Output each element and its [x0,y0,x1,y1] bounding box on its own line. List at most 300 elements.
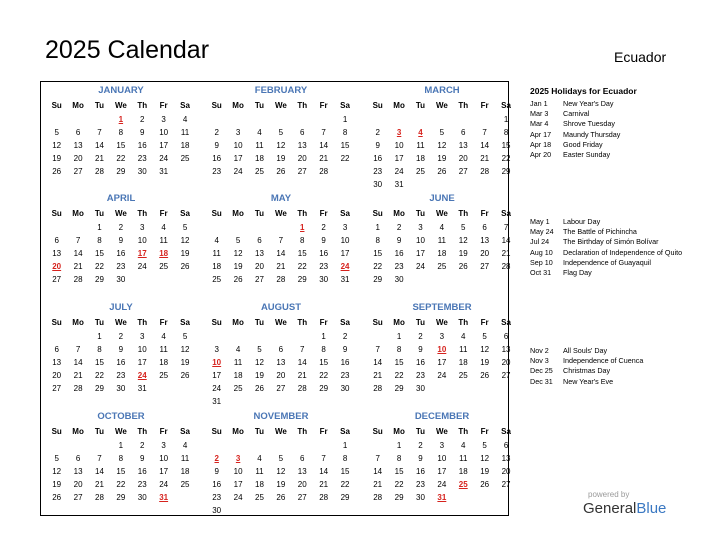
day: 26 [52,493,62,502]
day: 15 [297,249,307,258]
holiday-name: Declaration of Independence of Quito [563,247,683,257]
day: 14 [73,358,83,367]
day: 7 [300,345,305,354]
day: 19 [233,262,243,271]
day: 24 [437,371,447,380]
month-october [46,410,196,504]
day: 20 [73,154,83,163]
day: 2 [396,223,402,232]
day: 3 [439,441,445,450]
holiday-day: 25 [458,480,468,489]
holiday-row [530,366,700,376]
weekday-header: Tu [94,318,105,327]
day: 30 [116,384,126,393]
day: 20 [297,480,307,489]
day: 8 [321,345,326,354]
day: 11 [180,128,190,137]
day: 2 [418,441,423,450]
day: 24 [159,480,169,489]
empty-day [206,113,227,126]
day: 25 [212,275,222,284]
day: 17 [159,467,169,476]
day: 26 [480,480,490,489]
day: 26 [458,262,468,271]
day: 15 [394,467,404,476]
day: 20 [276,371,286,380]
weekday-header: Th [137,318,148,327]
month-grid [367,98,517,191]
holiday-day: 3 [235,454,241,463]
holiday-date: Apr 18 [530,139,552,149]
day: 5 [182,332,188,341]
day: 12 [276,467,286,476]
weekday-header: Mo [72,427,84,436]
day: 18 [458,358,468,367]
day: 1 [118,441,124,450]
day: 16 [212,480,222,489]
holiday-name: Carnival [563,109,590,119]
holiday-row [530,119,700,129]
day: 27 [297,167,307,176]
day: 24 [212,384,222,393]
day: 5 [461,223,466,232]
day: 30 [212,506,222,515]
weekday-header: Fr [480,427,489,436]
day: 29 [116,493,126,502]
weekday-header: We [274,209,287,218]
day: 19 [437,154,447,163]
day: 3 [418,223,423,232]
weekday-header: Sa [180,427,190,436]
month-grid [367,424,517,504]
day: 18 [180,141,190,150]
weekday-header: Sa [501,209,511,218]
day: 10 [437,454,447,463]
month-name: OCTOBER [97,411,145,422]
holiday-list [530,99,700,160]
day: 29 [95,275,104,284]
day: 28 [297,384,307,393]
day: 9 [375,141,380,150]
day: 18 [255,480,264,489]
empty-day [46,113,67,126]
day: 30 [116,275,126,284]
empty-day [292,113,313,126]
empty-day [313,439,334,452]
day: 4 [235,345,241,354]
day: 27 [52,384,62,393]
day: 15 [501,141,511,150]
day: 9 [214,467,219,476]
holiday-row [530,356,700,366]
day: 30 [416,384,425,393]
day: 6 [503,332,509,341]
day: 15 [116,467,126,476]
weekday-header: We [274,101,287,110]
holiday-row [530,217,700,227]
day: 27 [480,262,490,271]
holiday-day: 1 [300,223,305,232]
day: 31 [159,167,169,176]
weekday-header: We [435,101,448,110]
day: 24 [233,167,243,176]
powered-by-label: powered by [588,490,630,499]
empty-day [206,330,227,343]
day: 3 [342,223,348,232]
day: 15 [394,358,404,367]
holiday-date: Jul 24 [530,237,550,247]
day: 7 [75,236,81,245]
day: 28 [73,384,83,393]
holiday-row [530,109,700,119]
holiday-row [530,377,700,387]
day: 11 [159,345,168,354]
weekday-header: We [435,209,448,218]
day: 16 [416,467,425,476]
empty-day [367,330,388,343]
day: 30 [319,275,329,284]
day: 13 [52,249,62,258]
weekday-header: Th [297,101,308,110]
day: 27 [73,167,83,176]
day: 19 [180,249,190,258]
holiday-name: Good Friday [563,139,603,149]
weekday-header: Sa [340,427,350,436]
day: 14 [501,236,511,245]
day: 1 [375,223,380,232]
day: 9 [418,345,423,354]
weekday-header: Su [51,209,62,218]
day: 22 [340,480,350,489]
day: 10 [159,454,169,463]
day: 5 [439,128,445,137]
day: 16 [394,249,404,258]
day: 24 [159,154,169,163]
country-label: Ecuador [614,49,667,65]
day: 23 [416,480,425,489]
empty-day [474,113,495,126]
weekday-header: Fr [319,101,328,110]
weekday-header: Mo [232,318,244,327]
month-name: NOVEMBER [253,411,309,422]
weekday-header: Tu [254,209,265,218]
day: 30 [137,493,147,502]
day: 28 [373,384,383,393]
holiday-row [530,258,700,268]
day: 12 [276,141,286,150]
empty-day [67,439,88,452]
month-name: JULY [109,302,133,313]
day: 31 [394,180,404,189]
day: 21 [276,262,286,271]
day: 4 [461,332,466,341]
day: 12 [255,358,264,367]
day: 14 [95,141,104,150]
day: 15 [95,249,104,258]
day: 10 [137,345,147,354]
day: 7 [503,223,509,232]
holiday-name: The Birthday of Simón Bolívar [563,237,659,247]
day: 27 [52,275,62,284]
day: 23 [340,371,350,380]
day: 30 [373,180,383,189]
holiday-name: Shrove Tuesday [563,119,615,129]
day: 9 [140,128,145,137]
day: 12 [180,236,190,245]
day: 29 [319,384,329,393]
day: 5 [235,236,241,245]
weekday-header: Tu [254,427,265,436]
day: 10 [233,141,243,150]
day: 31 [340,275,350,284]
day: 4 [214,236,219,245]
holiday-date: Sep 10 [530,257,553,267]
holiday-day: 24 [137,371,147,380]
day: 17 [233,480,243,489]
day: 26 [276,493,286,502]
day: 21 [73,262,83,271]
day: 13 [73,141,83,150]
day: 22 [319,371,329,380]
day: 7 [321,128,326,137]
day: 22 [116,480,126,489]
day: 15 [340,467,350,476]
weekday-header: Su [51,318,62,327]
day: 2 [342,332,348,341]
day: 13 [297,467,307,476]
weekday-header: Su [372,101,383,110]
weekday-header: Su [372,209,383,218]
holiday-date: Dec 31 [530,376,553,386]
weekday-header: Th [458,318,469,327]
day: 26 [480,371,490,380]
day: 4 [182,441,188,450]
day: 13 [255,249,264,258]
day: 7 [75,345,81,354]
day: 13 [501,345,511,354]
day: 21 [480,154,490,163]
day: 22 [116,154,126,163]
weekday-header: Th [297,427,308,436]
holiday-name: New Year's Day [563,99,614,108]
day: 12 [52,141,62,150]
day: 22 [373,262,383,271]
day: 14 [319,141,329,150]
empty-day [270,439,291,452]
holiday-day: 10 [437,345,447,354]
weekday-header: Mo [393,318,405,327]
day: 23 [137,154,147,163]
day: 6 [503,441,509,450]
day: 16 [416,358,425,367]
weekday-header: Tu [415,209,426,218]
holiday-date: May 1 [530,217,550,226]
month-grid [46,315,196,395]
day: 16 [212,154,222,163]
month-name: SEPTEMBER [412,302,472,313]
weekday-header: Su [51,427,62,436]
day: 18 [233,371,243,380]
day: 18 [180,467,190,476]
day: 20 [458,154,468,163]
day: 9 [118,236,124,245]
day: 10 [340,236,350,245]
day: 3 [235,128,241,137]
day: 5 [54,454,59,463]
day: 11 [255,467,264,476]
day: 18 [159,358,169,367]
day: 11 [459,345,468,354]
holiday-day: 17 [137,249,147,258]
holiday-date: Mar 4 [530,119,549,129]
holiday-row [530,130,700,140]
day: 21 [373,480,383,489]
weekday-header: Fr [319,318,328,327]
day: 19 [52,154,62,163]
brand-logo[interactable] [583,500,666,517]
day: 8 [503,128,509,137]
day: 22 [95,262,104,271]
day: 1 [97,332,102,341]
holiday-list [530,346,700,387]
holiday-row [530,268,700,278]
day: 7 [321,454,326,463]
day: 20 [297,154,307,163]
day: 13 [480,236,490,245]
day: 25 [458,371,468,380]
empty-day [67,221,88,234]
month-grid [46,98,196,178]
weekday-header: Sa [340,101,350,110]
weekday-header: Th [137,427,148,436]
day: 3 [140,332,145,341]
day: 11 [459,454,468,463]
day: 29 [501,167,511,176]
month-grid [46,206,196,286]
day: 8 [118,454,124,463]
weekday-header: Tu [254,318,265,327]
day: 23 [212,167,222,176]
weekday-header: Mo [393,101,405,110]
empty-day [292,330,313,343]
day: 31 [212,397,222,406]
day: 1 [342,441,348,450]
day: 4 [257,128,262,137]
month-grid [206,424,356,517]
holiday-day: 31 [437,493,447,502]
weekday-header: Su [372,427,383,436]
day: 1 [396,441,402,450]
month-grid [46,424,196,504]
weekday-header: Sa [180,209,190,218]
empty-day [292,439,313,452]
empty-day [227,221,248,234]
day: 11 [437,236,447,245]
day: 7 [375,454,380,463]
holiday-name: Christmas Day [563,366,611,376]
day: 19 [52,480,62,489]
weekday-header: Sa [501,101,511,110]
weekday-header: Mo [393,427,405,436]
day: 25 [255,167,264,176]
empty-day [227,330,248,343]
day: 27 [501,480,511,489]
day: 13 [458,141,468,150]
weekday-header: Fr [159,209,168,218]
weekday-header: We [274,427,287,436]
day: 1 [321,332,326,341]
empty-day [46,330,67,343]
day: 26 [276,167,286,176]
day: 13 [52,358,62,367]
day: 31 [137,384,147,393]
holiday-day: 10 [212,358,222,367]
day: 25 [416,167,425,176]
month-name: AUGUST [260,302,302,313]
weekday-header: Sa [340,318,350,327]
day: 6 [54,236,59,245]
day: 5 [482,441,487,450]
day: 17 [340,249,350,258]
day: 27 [501,371,511,380]
day: 11 [233,358,243,367]
weekday-header: Sa [180,318,190,327]
day: 12 [180,345,190,354]
month-march [367,84,517,191]
day: 25 [180,480,190,489]
empty-day [270,221,291,234]
holiday-date: Apr 17 [530,129,552,139]
empty-day [46,221,67,234]
day: 28 [373,493,383,502]
day: 10 [233,467,243,476]
weekday-header: We [435,318,448,327]
day: 12 [233,249,243,258]
month-august [206,301,356,408]
day: 14 [297,358,307,367]
day: 12 [52,467,62,476]
day: 6 [75,454,81,463]
day: 19 [276,480,286,489]
day: 7 [97,128,102,137]
day: 6 [278,345,284,354]
holiday-date: Aug 10 [530,247,553,257]
day: 11 [159,236,168,245]
weekday-header: Su [211,318,222,327]
holiday-row [530,99,700,109]
month-name: JANUARY [98,85,144,96]
day: 26 [52,167,62,176]
day: 5 [278,454,284,463]
weekday-header: Mo [72,318,84,327]
holiday-day: 1 [118,115,124,124]
weekday-header: Th [458,209,469,218]
day: 28 [95,493,104,502]
day: 14 [373,467,383,476]
holiday-day: 2 [214,454,219,463]
weekday-header: Mo [232,427,244,436]
page-title: 2025 Calendar [45,36,210,64]
day: 28 [276,275,286,284]
day: 5 [257,345,262,354]
month-name: JUNE [429,193,455,204]
day: 17 [437,467,447,476]
day: 18 [437,249,447,258]
day: 28 [95,167,104,176]
day: 30 [340,384,350,393]
holiday-date: Oct 31 [530,268,552,278]
day: 2 [118,223,124,232]
